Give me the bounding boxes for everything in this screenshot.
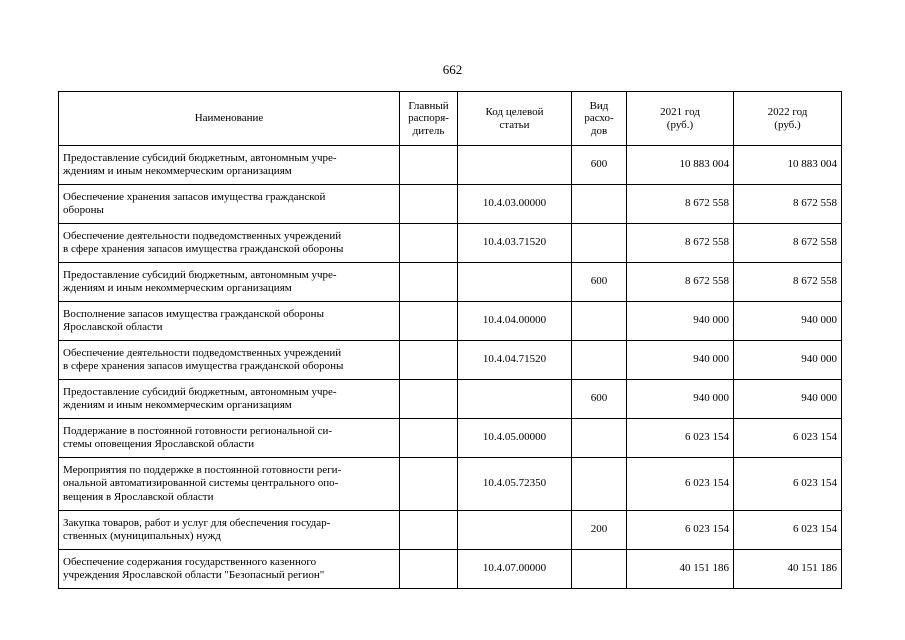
cell-glav (400, 302, 458, 341)
header-2022: 2022 год (руб.) (734, 92, 842, 146)
table-row (59, 419, 842, 458)
cell-2022: 40 151 186 (734, 550, 842, 589)
cell-vid: 200 (572, 511, 627, 550)
cell-vid (572, 185, 627, 224)
table-row (59, 550, 842, 589)
cell-2021: 8 672 558 (627, 185, 734, 224)
cell-2021: 8 672 558 (627, 224, 734, 263)
cell-glav (400, 224, 458, 263)
cell-code: 10.4.05.72350 (458, 458, 572, 511)
cell-name: Закупка товаров, работ и услуг для обеспечения государ- ственных (муниципальных) нужд (59, 511, 400, 550)
cell-name: Обеспечение хранения запасов имущества гражданской обороны (59, 185, 400, 224)
cell-code (458, 263, 572, 302)
cell-name: Обеспечение содержания государственного казенного учреждения Ярославской области "Безопасный регион" (59, 550, 400, 589)
table-row (59, 302, 842, 341)
cell-glav (400, 185, 458, 224)
table-row (59, 263, 842, 302)
cell-code: 10.4.03.71520 (458, 224, 572, 263)
cell-vid (572, 302, 627, 341)
cell-2022: 940 000 (734, 302, 842, 341)
cell-name: Предоставление субсидий бюджетным, автономным учре- ждениям и иным некоммерческим организациям (59, 263, 400, 302)
cell-glav (400, 263, 458, 302)
table-row (59, 185, 842, 224)
cell-name: Поддержание в постоянной готовности региональной си- стемы оповещения Ярославской области (59, 419, 400, 458)
cell-2021: 940 000 (627, 302, 734, 341)
cell-name: Предоставление субсидий бюджетным, автономным учре- ждениям и иным некоммерческим организациям (59, 380, 400, 419)
cell-vid: 600 (572, 146, 627, 185)
cell-name: Обеспечение деятельности подведомственных учреждений в сфере хранения запасов имущества гражданской обороны (59, 341, 400, 380)
cell-vid (572, 550, 627, 589)
header-row (59, 92, 842, 146)
cell-glav (400, 458, 458, 511)
cell-code: 10.4.05.00000 (458, 419, 572, 458)
header-glav: Главный распоря- дитель (400, 92, 458, 146)
cell-code: 10.4.04.71520 (458, 341, 572, 380)
cell-code (458, 380, 572, 419)
header-vid: Вид расхо- дов (572, 92, 627, 146)
cell-2022: 6 023 154 (734, 511, 842, 550)
cell-2021: 6 023 154 (627, 458, 734, 511)
cell-glav (400, 380, 458, 419)
header-2021: 2021 год (руб.) (627, 92, 734, 146)
cell-vid (572, 341, 627, 380)
cell-2021: 940 000 (627, 341, 734, 380)
cell-2022: 8 672 558 (734, 224, 842, 263)
cell-code: 10.4.04.00000 (458, 302, 572, 341)
cell-name: Предоставление субсидий бюджетным, автономным учре- ждениям и иным некоммерческим организациям (59, 146, 400, 185)
cell-2022: 940 000 (734, 380, 842, 419)
cell-name: Восполнение запасов имущества гражданской обороны Ярославской области (59, 302, 400, 341)
cell-2022: 8 672 558 (734, 263, 842, 302)
cell-code (458, 146, 572, 185)
cell-vid (572, 419, 627, 458)
cell-2022: 8 672 558 (734, 185, 842, 224)
cell-code: 10.4.03.00000 (458, 185, 572, 224)
cell-2022: 940 000 (734, 341, 842, 380)
cell-glav (400, 341, 458, 380)
cell-vid (572, 458, 627, 511)
table-row (59, 146, 842, 185)
cell-name: Мероприятия по поддержке в постоянной готовности реги- ональной автоматизированной системы центрального опо- вещения в Ярославской области (59, 458, 400, 511)
cell-2021: 10 883 004 (627, 146, 734, 185)
cell-glav (400, 419, 458, 458)
table-row (59, 380, 842, 419)
budget-table (58, 91, 842, 589)
cell-2022: 6 023 154 (734, 419, 842, 458)
cell-2021: 8 672 558 (627, 263, 734, 302)
cell-2022: 10 883 004 (734, 146, 842, 185)
cell-2022: 6 023 154 (734, 458, 842, 511)
header-name: Наименование (59, 92, 400, 146)
cell-glav (400, 146, 458, 185)
page-number: 662 (442, 62, 463, 77)
table-row (59, 224, 842, 263)
table-row (59, 341, 842, 380)
cell-code (458, 511, 572, 550)
cell-vid (572, 224, 627, 263)
cell-glav (400, 550, 458, 589)
cell-name: Обеспечение деятельности подведомственных учреждений в сфере хранения запасов имущества гражданской обороны (59, 224, 400, 263)
table-row (59, 511, 842, 550)
table-row (59, 458, 842, 511)
header-code: Код целевой статьи (458, 92, 572, 146)
cell-vid: 600 (572, 263, 627, 302)
cell-2021: 6 023 154 (627, 511, 734, 550)
cell-2021: 40 151 186 (627, 550, 734, 589)
cell-vid: 600 (572, 380, 627, 419)
cell-glav (400, 511, 458, 550)
cell-2021: 6 023 154 (627, 419, 734, 458)
cell-code: 10.4.07.00000 (458, 550, 572, 589)
cell-2021: 940 000 (627, 380, 734, 419)
